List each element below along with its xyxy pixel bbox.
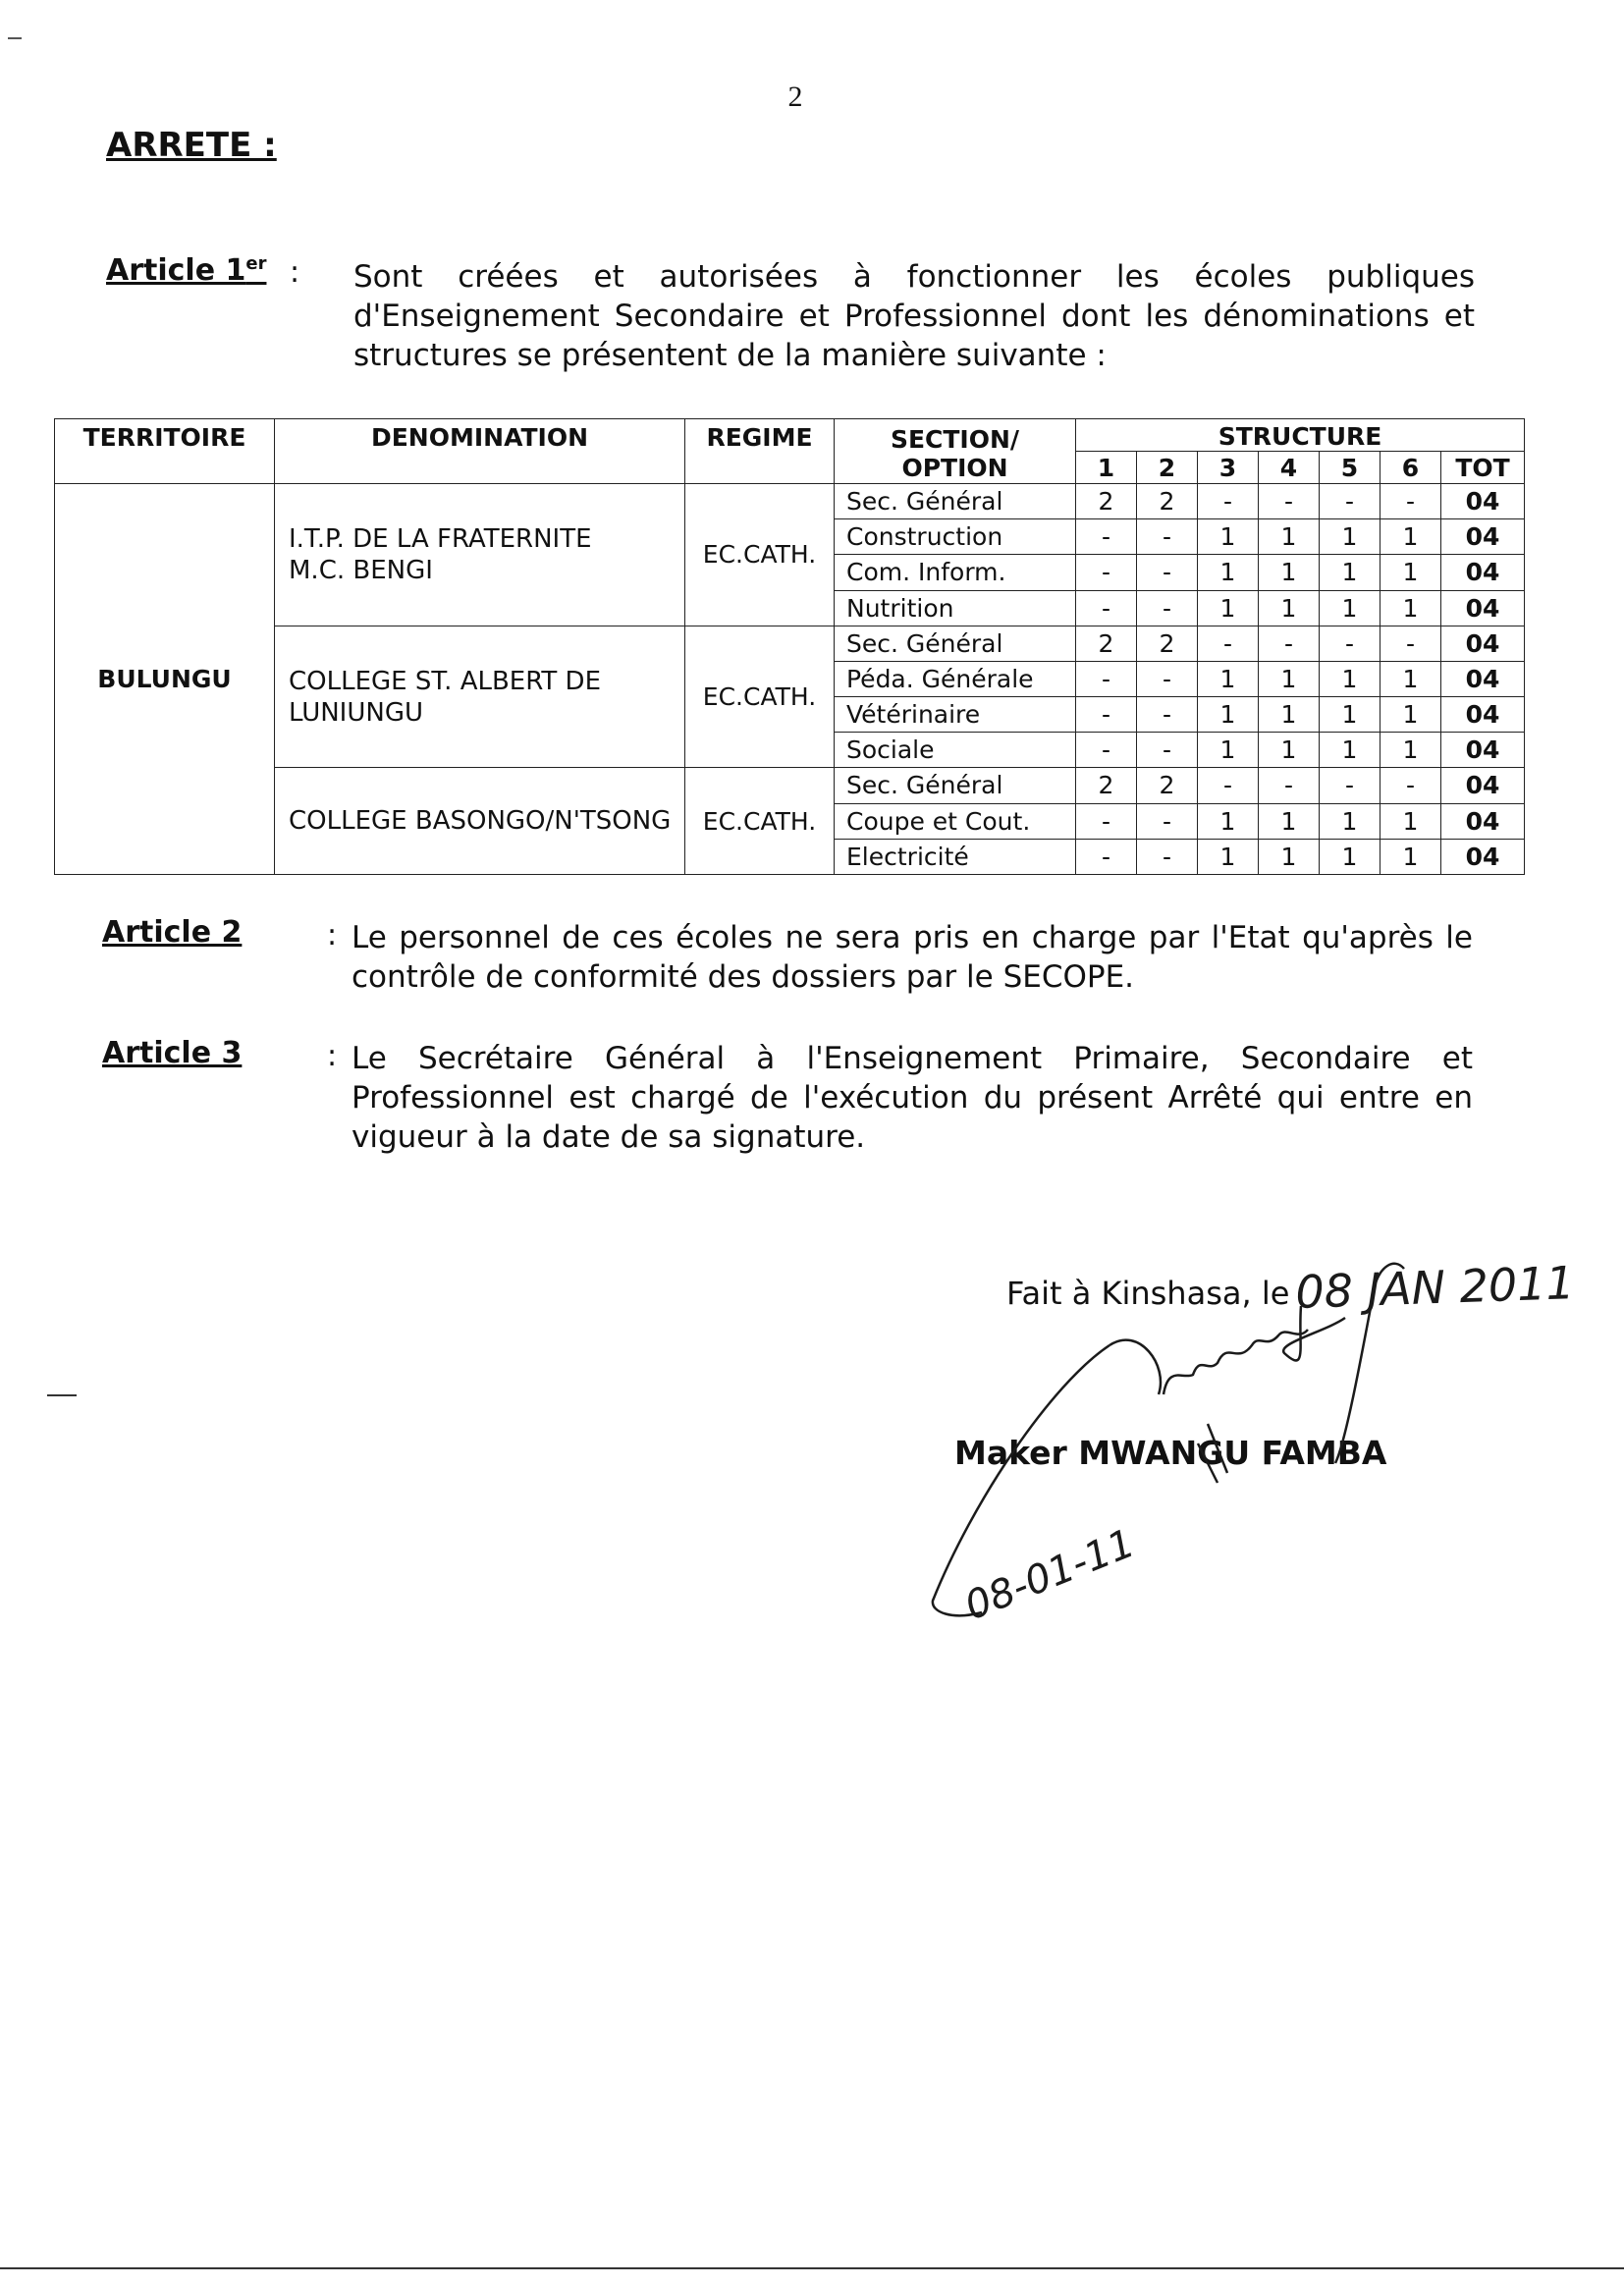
header-col-5: 5 xyxy=(1320,452,1380,484)
total-cell: 04 xyxy=(1441,661,1525,696)
structure-cell-2: - xyxy=(1137,697,1198,733)
structure-cell-4: 1 xyxy=(1259,661,1320,696)
structure-cell-5: 1 xyxy=(1320,661,1380,696)
header-col-1: 1 xyxy=(1076,452,1137,484)
structure-cell-1: - xyxy=(1076,697,1137,733)
structure-cell-3: - xyxy=(1198,768,1259,803)
structure-cell-4: 1 xyxy=(1259,519,1320,555)
handwritten-initials-date: 08-01-11 xyxy=(958,1520,1142,1630)
regime-cell: EC.CATH. xyxy=(685,768,835,875)
structure-cell-1: - xyxy=(1076,733,1137,768)
structure-cell-1: - xyxy=(1076,839,1137,874)
article-3-colon: : xyxy=(327,1039,338,1073)
article-2-colon: : xyxy=(327,918,338,953)
regime-cell: EC.CATH. xyxy=(685,484,835,626)
page-number: 2 xyxy=(787,81,803,113)
structure-cell-3: 1 xyxy=(1198,803,1259,839)
structure-cell-5: 1 xyxy=(1320,519,1380,555)
header-col-4: 4 xyxy=(1259,452,1320,484)
structure-cell-6: 1 xyxy=(1380,590,1441,626)
article-1-label-text: Article 1 xyxy=(106,253,246,288)
section-cell: Péda. Générale xyxy=(835,661,1076,696)
signature-stroke-3 xyxy=(1164,1330,1308,1394)
structure-cell-2: 2 xyxy=(1137,484,1198,519)
article-1-label-sup: er xyxy=(245,253,267,274)
article-1-text: Sont créées et autorisées à fonctionner les écoles publiques d'Enseignement Secondaire et Professionnel dont les dénominations et structures se présentent de la manière suivante : xyxy=(353,259,1475,373)
decree-heading: ARRETE : xyxy=(106,126,277,165)
total-cell: 04 xyxy=(1441,839,1525,874)
structure-cell-5: 1 xyxy=(1320,590,1380,626)
structure-cell-3: 1 xyxy=(1198,733,1259,768)
table-row xyxy=(55,484,1525,519)
section-cell: Com. Inform. xyxy=(835,555,1076,590)
school-name-cell xyxy=(275,768,685,875)
structure-cell-4: - xyxy=(1259,484,1320,519)
signer-name: Maker MWANGU FAMBA xyxy=(954,1434,1387,1472)
structure-cell-4: 1 xyxy=(1259,697,1320,733)
structure-cell-4: 1 xyxy=(1259,733,1320,768)
total-cell: 04 xyxy=(1441,519,1525,555)
structure-cell-6: 1 xyxy=(1380,839,1441,874)
structure-cell-1: - xyxy=(1076,661,1137,696)
structure-cell-6: - xyxy=(1380,768,1441,803)
structure-cell-4: - xyxy=(1259,626,1320,661)
total-cell: 04 xyxy=(1441,803,1525,839)
total-cell: 04 xyxy=(1441,768,1525,803)
section-cell: Construction xyxy=(835,519,1076,555)
section-cell: Sec. Général xyxy=(835,768,1076,803)
structure-cell-3: 1 xyxy=(1198,590,1259,626)
header-regime: REGIME xyxy=(685,419,835,484)
article-2-label: Article 2 xyxy=(102,915,243,950)
structure-cell-1: 2 xyxy=(1076,626,1137,661)
structure-cell-6: 1 xyxy=(1380,555,1441,590)
school-name-line2: LUNIUNGU xyxy=(289,697,423,728)
structure-cell-2: 2 xyxy=(1137,768,1198,803)
article-1-label xyxy=(106,253,266,288)
article-3-label: Article 3 xyxy=(102,1036,243,1070)
structure-cell-3: - xyxy=(1198,484,1259,519)
header-section-option xyxy=(835,419,1076,484)
structure-cell-3: - xyxy=(1198,626,1259,661)
structure-cell-3: 1 xyxy=(1198,697,1259,733)
schools-table xyxy=(54,418,1525,875)
table-row xyxy=(55,768,1525,803)
structure-cell-5: - xyxy=(1320,768,1380,803)
structure-cell-1: - xyxy=(1076,803,1137,839)
section-cell: Nutrition xyxy=(835,590,1076,626)
structure-cell-2: - xyxy=(1137,555,1198,590)
section-cell: Electricité xyxy=(835,839,1076,874)
total-cell: 04 xyxy=(1441,555,1525,590)
structure-cell-1: 2 xyxy=(1076,484,1137,519)
structure-cell-3: 1 xyxy=(1198,519,1259,555)
section-cell: Sociale xyxy=(835,733,1076,768)
header-section: SECTION/ xyxy=(890,424,1020,454)
section-cell: Sec. Général xyxy=(835,626,1076,661)
structure-cell-2: - xyxy=(1137,839,1198,874)
article-3-text: Le Secrétaire Général à l'Enseignement Primaire, Secondaire et Professionnel est chargé de l'exécution du présent Arrêté qui entre en vigueur à la date de sa signature. xyxy=(352,1041,1473,1155)
structure-cell-3: 1 xyxy=(1198,555,1259,590)
structure-cell-5: 1 xyxy=(1320,697,1380,733)
structure-cell-2: 2 xyxy=(1137,626,1198,661)
structure-cell-4: 1 xyxy=(1259,803,1320,839)
structure-cell-1: - xyxy=(1076,555,1137,590)
structure-cell-2: - xyxy=(1137,733,1198,768)
structure-cell-6: 1 xyxy=(1380,661,1441,696)
structure-cell-2: - xyxy=(1137,661,1198,696)
structure-cell-6: 1 xyxy=(1380,519,1441,555)
structure-cell-5: 1 xyxy=(1320,803,1380,839)
structure-cell-2: - xyxy=(1137,803,1198,839)
structure-cell-4: 1 xyxy=(1259,590,1320,626)
total-cell: 04 xyxy=(1441,697,1525,733)
structure-cell-3: 1 xyxy=(1198,839,1259,874)
header-structure: STRUCTURE xyxy=(1076,419,1525,452)
table-row xyxy=(55,626,1525,661)
section-cell: Coupe et Cout. xyxy=(835,803,1076,839)
header-option: OPTION xyxy=(901,453,1008,482)
school-name-line1: COLLEGE BASONGO/N'TSONG xyxy=(289,806,672,837)
school-name-line1: COLLEGE ST. ALBERT DE xyxy=(289,666,601,696)
total-cell: 04 xyxy=(1441,733,1525,768)
structure-cell-6: 1 xyxy=(1380,803,1441,839)
header-denomination: DENOMINATION xyxy=(275,419,685,484)
structure-cell-1: - xyxy=(1076,590,1137,626)
total-cell: 04 xyxy=(1441,484,1525,519)
structure-cell-4: 1 xyxy=(1259,839,1320,874)
structure-cell-1: - xyxy=(1076,519,1137,555)
structure-cell-6: - xyxy=(1380,484,1441,519)
school-name-cell xyxy=(275,626,685,768)
structure-cell-5: 1 xyxy=(1320,555,1380,590)
page-bottom-edge xyxy=(0,2267,1624,2269)
structure-cell-5: 1 xyxy=(1320,839,1380,874)
school-name-cell xyxy=(275,484,685,626)
structure-cell-6: - xyxy=(1380,626,1441,661)
structure-cell-6: 1 xyxy=(1380,697,1441,733)
header-col-6: 6 xyxy=(1380,452,1441,484)
structure-cell-4: 1 xyxy=(1259,555,1320,590)
structure-cell-5: - xyxy=(1320,484,1380,519)
scan-mark xyxy=(47,1394,77,1396)
structure-cell-5: 1 xyxy=(1320,733,1380,768)
total-cell: 04 xyxy=(1441,590,1525,626)
total-cell: 04 xyxy=(1441,626,1525,661)
territoire-cell: BULUNGU xyxy=(55,484,275,875)
signature-place-date: Fait à Kinshasa, le xyxy=(1006,1275,1290,1312)
structure-cell-3: 1 xyxy=(1198,661,1259,696)
handwritten-signature-svg xyxy=(913,1247,1576,1640)
structure-cell-5: - xyxy=(1320,626,1380,661)
header-col-3: 3 xyxy=(1198,452,1259,484)
handwritten-date: 08 JAN 2011 xyxy=(1294,1256,1576,1319)
structure-cell-2: - xyxy=(1137,519,1198,555)
structure-cell-1: 2 xyxy=(1076,768,1137,803)
article-2-text: Le personnel de ces écoles ne sera pris en charge par l'Etat qu'après le contrôle de conformité des dossiers par le SECOPE. xyxy=(352,920,1473,995)
school-name-line1: I.T.P. DE LA FRATERNITE xyxy=(289,523,592,554)
section-cell: Sec. Général xyxy=(835,484,1076,519)
structure-cell-2: - xyxy=(1137,590,1198,626)
header-col-tot: TOT xyxy=(1441,452,1525,484)
scan-mark xyxy=(8,37,22,39)
section-cell: Vétérinaire xyxy=(835,697,1076,733)
header-col-2: 2 xyxy=(1137,452,1198,484)
school-name-line2: M.C. BENGI xyxy=(289,555,433,585)
signature-stroke-2 xyxy=(1110,1340,1161,1394)
signature-stroke-7 xyxy=(1198,1424,1227,1483)
article-1-colon: : xyxy=(290,255,300,290)
schools-table-body xyxy=(55,419,1525,875)
structure-cell-4: - xyxy=(1259,768,1320,803)
header-territoire: TERRITOIRE xyxy=(55,419,275,484)
regime-cell: EC.CATH. xyxy=(685,626,835,768)
structure-cell-6: 1 xyxy=(1380,733,1441,768)
